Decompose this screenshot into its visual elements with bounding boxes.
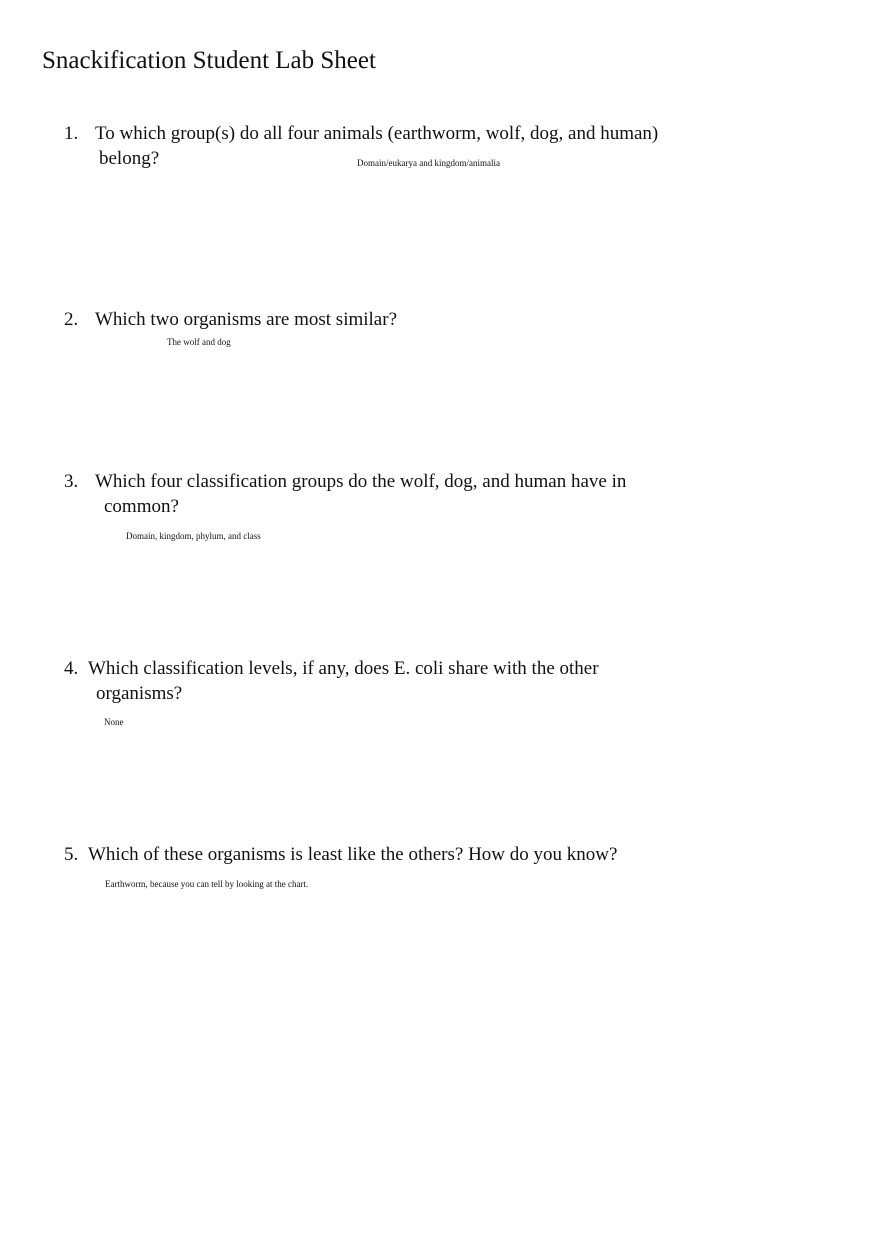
answer-3: Domain, kingdom, phylum, and class — [126, 531, 261, 541]
question-text-continued: common? — [104, 496, 179, 517]
question-text-continued: organisms? — [96, 683, 183, 704]
question-text: Which classification levels, if any, does E. coli share with the other — [88, 658, 599, 679]
question-number: 2. — [64, 309, 79, 330]
answer-4: None — [104, 717, 124, 727]
answer-2: The wolf and dog — [167, 337, 231, 347]
page-title: Snackification Student Lab Sheet — [42, 47, 376, 74]
question-3 — [64, 469, 626, 519]
question-number: 5. — [64, 844, 79, 865]
answer-1: Domain/eukarya and kingdom/animalia — [357, 158, 500, 168]
question-text: Which two organisms are most similar? — [95, 309, 398, 330]
question-text: Which four classification groups do the wolf, dog, and human have in — [95, 471, 627, 492]
question-number: 4. — [64, 658, 79, 679]
answer-5: Earthworm, because you can tell by looking at the chart. — [105, 879, 309, 889]
question-5 — [64, 842, 617, 867]
question-4 — [64, 656, 599, 706]
question-2 — [64, 307, 397, 332]
question-text: To which group(s) do all four animals (earthworm, wolf, dog, and human) — [95, 123, 659, 144]
question-number: 3. — [64, 471, 79, 492]
question-text-continued: belong? — [99, 148, 160, 169]
question-number: 1. — [64, 123, 79, 144]
question-text: Which of these organisms is least like the others? How do you know? — [88, 844, 618, 865]
